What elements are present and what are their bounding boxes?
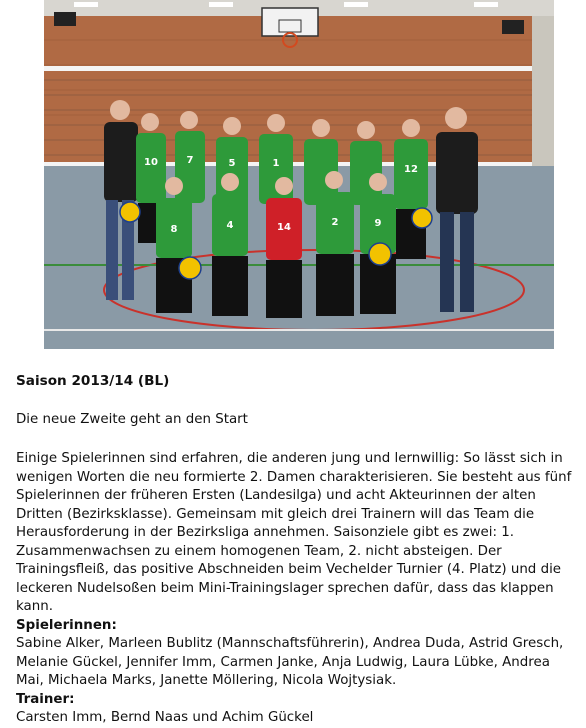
article: [16, 372, 578, 728]
article-subtitle: Die neue Zweite geht an den Start: [16, 411, 248, 427]
jersey-number: 5: [228, 158, 236, 169]
players-heading: Spielerinnen:: [16, 617, 117, 633]
jersey-number: 2: [331, 217, 339, 228]
jersey-number: 12: [404, 164, 418, 175]
jersey-number: 4: [226, 220, 234, 231]
players-list: Sabine Alker, Marleen Bublitz (Mannschaftsführerin), Andrea Duda, Astrid Gresch, Melanie Gückel, Jennifer Imm, Carmen Janke, Anja Ludwig, Laura Lübke, Andrea Mai, Michaela Marks, Janette Möllering, Nicola Wojtysiak.: [16, 636, 564, 688]
jersey-number: 10: [144, 157, 158, 168]
coaches-list: Carsten Imm, Bernd Naas und Achim Gückel: [16, 710, 314, 725]
season-title: Saison 2013/14 (BL): [16, 373, 170, 389]
coaches-heading: Trainer:: [16, 691, 75, 707]
jersey-number: 8: [170, 224, 178, 235]
jersey-number: 9: [374, 218, 382, 229]
team-photo: [44, 0, 554, 349]
article-body: Einige Spielerinnen sind erfahren, die anderen jung und lernwillig: So lässt sich in wenigen Worten die neu formierte 2. Damen charakterisieren. Sie besteht aus fünf Spielerinnen der früheren Ersten (Landesilga) und acht Akteurinnen der alten Dritten (Bezirksklasse). Gemeinsam mit gleich drei Trainern will das Team die Herausforderung in der Bezirksliga annehmen. Saisonziele gibt es zwei: 1. Zusammenwachsen zu einem homogenen Team, 2. nicht absteigen. Der Trainingsfleiß, das positive Abschneiden beim Vechelder Turnier (4. Platz) und die leckeren Nudelsoßen beim Mini-Trainingslager sprechen dafür, dass das klappen kann.: [16, 451, 572, 614]
jersey-number: 14: [277, 222, 291, 233]
jersey-number: 1: [272, 158, 280, 169]
jersey-number: 7: [186, 155, 194, 166]
